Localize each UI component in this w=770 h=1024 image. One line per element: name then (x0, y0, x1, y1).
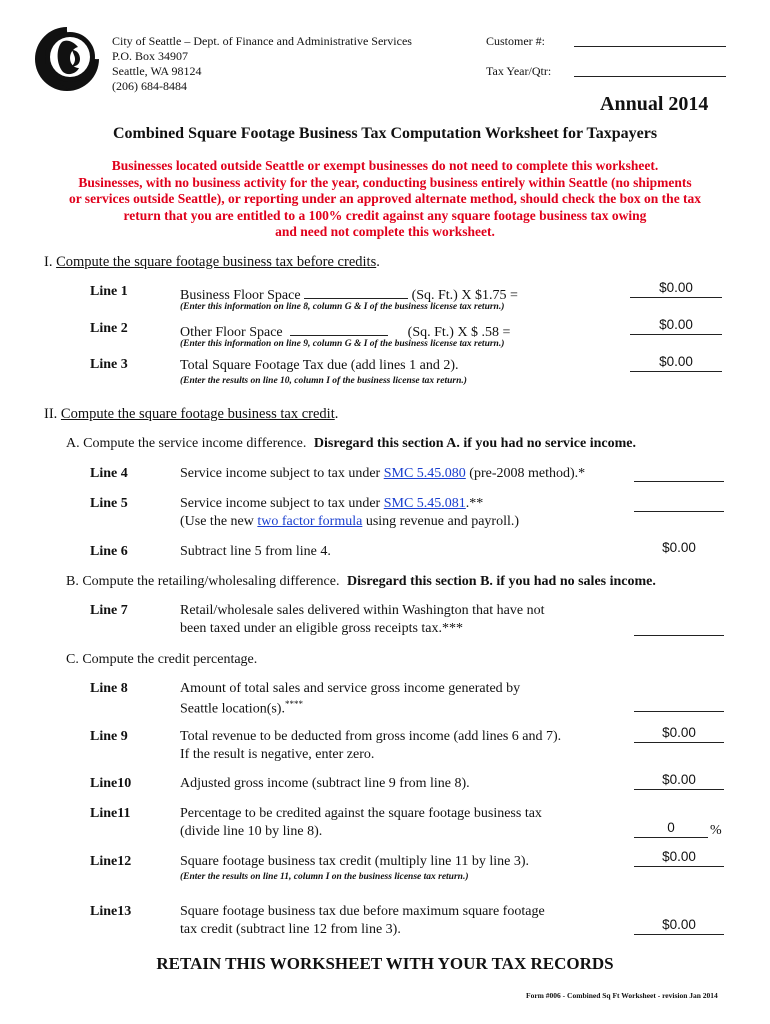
part-a-text: A. Compute the service income difference. (66, 436, 307, 451)
line-7-text-cont: been taxed under an eligible gross receipts tax.*** (180, 621, 464, 636)
line-13-label: Line13 (90, 904, 132, 919)
section-1-heading (44, 254, 380, 271)
line-12-label: Line12 (90, 854, 132, 869)
line-7-text: Retail/wholesale sales delivered within Washington that have not (180, 603, 545, 618)
city-state-zip: Seattle, WA 98124 (112, 64, 202, 78)
worksheet-title: Combined Square Footage Business Tax Computation Worksheet for Taxpayers (112, 125, 658, 142)
line-5-subtext-start: (Use the new (180, 514, 254, 529)
line-11-text-cont: (divide line 10 by line 8). (180, 824, 323, 839)
notice-line: and need not complete this worksheet. (275, 224, 495, 239)
line-13-text-cont: tax credit (subtract line 12 from line 3). (180, 922, 401, 937)
line-8-label: Line 8 (90, 681, 128, 696)
line-5-text-end: .** (465, 496, 484, 511)
line-7-amount-field[interactable] (634, 616, 724, 636)
line-12-amount-field[interactable]: $0.00 (634, 847, 724, 867)
line-4-description (180, 466, 585, 482)
line-8-text-cont-main: Seattle location(s). (180, 701, 285, 717)
customer-number-label: Customer #: (486, 34, 545, 48)
phone-number: (206) 684-8484 (112, 79, 187, 93)
line-1-text: Business Floor Space (180, 288, 301, 303)
line-2-rate: (Sq. Ft.) X $ .58 = (407, 325, 511, 340)
section-2-title: Compute the square footage business tax credit (60, 406, 335, 422)
line-6-label: Line 6 (90, 544, 128, 559)
line-8-footnote-mark: **** (284, 699, 303, 709)
notice-line: Businesses located outside Seattle or exempt businesses do not need to complete this worksheet. (111, 158, 659, 173)
smc-5-45-081-link[interactable]: SMC 5.45.081 (383, 496, 466, 511)
line-2-note: (Enter this information on line 9, column G & I of the business license tax return.) (180, 339, 505, 349)
part-b-heading (66, 574, 656, 590)
part-b-text: B. Compute the retailing/wholesaling difference. (66, 574, 340, 589)
line-11-label: Line11 (90, 806, 131, 821)
line-3-text: Total Square Footage Tax due (add lines 1 and 2). (180, 358, 459, 373)
line-9-amount-field[interactable]: $0.00 (634, 723, 724, 743)
line-1-label: Line 1 (90, 284, 128, 299)
part-b-disregard: Disregard this section B. if you had no sales income. (346, 574, 656, 589)
line-2-amount-field[interactable]: $0.00 (630, 315, 722, 335)
part-c-heading: C. Compute the credit percentage. (66, 652, 258, 667)
agency-name: City of Seattle – Dept. of Finance and Administrative Services (112, 34, 412, 48)
tax-year-field[interactable] (574, 58, 726, 77)
line-9-text-cont: If the result is negative, enter zero. (180, 747, 375, 762)
form-id: Form #006 - Combined Sq Ft Worksheet - revision Jan 2014 (526, 991, 718, 1000)
line-13-amount-field[interactable]: $0.00 (634, 915, 724, 935)
line-8-amount-field[interactable] (634, 692, 724, 712)
section-2-period: . (334, 406, 339, 422)
section-1-period: . (376, 254, 380, 270)
line-1-amount-field[interactable]: $0.00 (630, 278, 722, 298)
line-12-note: (Enter the results on line 11, column I on the business license tax return.) (180, 872, 469, 882)
line-4-text-end: (pre-2008 method).* (469, 466, 586, 481)
line-5-text: Service income subject to tax under (180, 496, 381, 511)
line-2-text: Other Floor Space (180, 325, 283, 340)
line-5-description (180, 496, 483, 512)
retain-notice: RETAIN THIS WORKSHEET WITH YOUR TAX RECORDS (156, 954, 614, 973)
line-13-text: Square footage business tax due before maximum square footage (180, 904, 545, 919)
percent-sign: % (710, 823, 722, 838)
line-5-subtext-end: using revenue and payroll.) (365, 514, 520, 529)
customer-number-field[interactable] (574, 28, 726, 47)
line-3-note: (Enter the results on line 10, column I of the business license tax return.) (180, 376, 467, 386)
smc-5-45-080-link[interactable]: SMC 5.45.080 (383, 466, 466, 481)
line-5-label: Line 5 (90, 496, 128, 511)
exemption-notice (0, 158, 770, 241)
line-6-amount-field[interactable]: $0.00 (662, 540, 696, 555)
tax-year-label: Tax Year/Qtr: (486, 64, 552, 78)
line-3-amount-field[interactable]: $0.00 (630, 352, 722, 372)
line-12-text: Square footage business tax credit (multiply line 11 by line 3). (180, 854, 530, 869)
line-9-label: Line 9 (90, 729, 128, 744)
line-11-percent-field[interactable]: 0 (634, 818, 708, 838)
line-10-label: Line10 (90, 776, 132, 791)
notice-line: or services outside Seattle), or reporting under an approved alternate method, should check the box on the tax (68, 191, 702, 206)
line-3-label: Line 3 (90, 357, 128, 372)
line-9-text: Total revenue to be deducted from gross income (add lines 6 and 7). (180, 729, 562, 744)
line-4-amount-field[interactable] (634, 462, 724, 482)
line-1-sqft-blank[interactable] (304, 285, 408, 299)
notice-line: return that you are entitled to a 100% credit against any square footage business tax owing (123, 207, 647, 223)
part-a-heading (66, 436, 636, 452)
two-factor-formula-link[interactable]: two factor formula (257, 514, 363, 529)
line-1-rate: (Sq. Ft.) X $1.75 = (411, 288, 518, 303)
notice-line: Businesses, with no business activity for the year, conducting business entirely within Seattle (no shipments (78, 174, 692, 190)
line-8-text: Amount of total sales and service gross income generated by (180, 681, 521, 696)
line-6-text: Subtract line 5 from line 4. (180, 544, 331, 559)
line-4-label: Line 4 (90, 466, 128, 481)
line-1-note: (Enter this information on line 8, column G & I of the business license tax return.) (180, 302, 505, 312)
line-10-text: Adjusted gross income (subtract line 9 from line 8). (180, 776, 470, 791)
section-1-number: I. (44, 254, 53, 270)
line-7-label: Line 7 (90, 603, 128, 618)
edition-label: Annual 2014 (600, 93, 709, 115)
city-seal-logo (32, 24, 102, 94)
line-10-amount-field[interactable]: $0.00 (634, 770, 724, 790)
po-box: P.O. Box 34907 (112, 49, 189, 63)
line-5-amount-field[interactable] (634, 492, 724, 512)
section-1-title: Compute the square footage business tax before credits (56, 254, 377, 270)
line-2-sqft-blank[interactable] (290, 322, 388, 336)
line-5-subtext (180, 514, 519, 530)
section-2-heading (44, 406, 338, 423)
line-4-text: Service income subject to tax under (180, 466, 381, 481)
line-11-text: Percentage to be credited against the square footage business tax (180, 806, 542, 821)
section-2-number: II. (44, 406, 58, 422)
line-8-text-cont (180, 699, 303, 718)
line-2-label: Line 2 (90, 321, 128, 336)
part-a-disregard: Disregard this section A. if you had no service income. (313, 436, 636, 451)
